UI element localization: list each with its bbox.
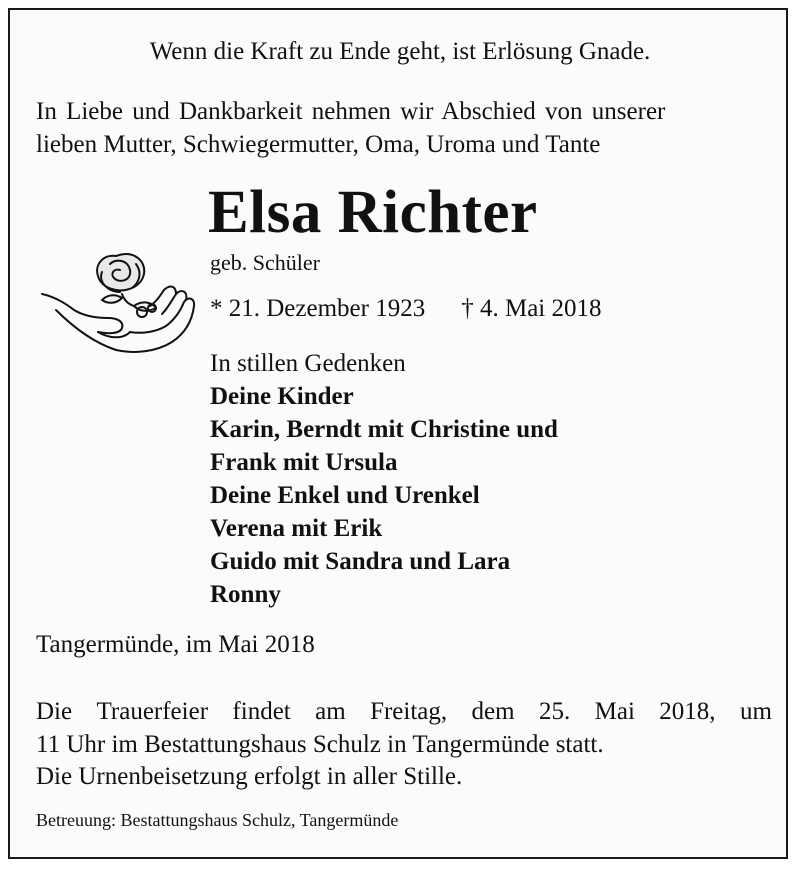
mourner-line: Deine Enkel und Urenkel: [210, 482, 480, 509]
mourner-line: Frank mit Ursula: [210, 449, 398, 476]
mourner-line: Verena mit Erik: [210, 515, 383, 542]
deceased-name: Elsa Richter: [208, 179, 538, 246]
intro-line-1: In Liebe und Dankbarkeit nehmen wir Abschied von unserer: [36, 98, 666, 125]
mourner-line: Deine Kinder: [210, 383, 354, 410]
service-word: Mai: [594, 698, 635, 725]
remembrance-line: In stillen Gedenken: [210, 350, 406, 377]
service-line-1: [36, 698, 772, 726]
service-line-2: 11 Uhr im Bestattungshaus Schulz in Tangermünde statt.: [36, 731, 604, 758]
service-word: dem: [471, 698, 515, 725]
mourner-line: Karin, Berndt mit Christine und: [210, 416, 558, 443]
mourner-line: Guido mit Sandra und Lara: [210, 548, 511, 575]
service-line-3: Die Urnenbeisetzung erfolgt in aller Stille.: [36, 763, 463, 790]
place-and-date: Tangermünde, im Mai 2018: [36, 631, 315, 658]
maiden-name: geb. Schüler: [210, 250, 320, 275]
service-word: Freitag,: [370, 698, 448, 725]
service-word: Trauerfeier: [96, 698, 209, 725]
service-word: findet: [232, 698, 291, 725]
intro-line-2: lieben Mutter, Schwiegermutter, Oma, Uroma und Tante: [36, 131, 601, 158]
obituary-notice: [8, 8, 788, 859]
funeral-home-credit: Betreuung: Bestattungshaus Schulz, Tangermünde: [36, 810, 399, 830]
service-word: 25.: [538, 698, 571, 725]
service-word: 2018,: [659, 698, 716, 725]
mourner-line: Ronny: [210, 581, 281, 608]
motto: Wenn die Kraft zu Ende geht, ist Erlösung Gnade.: [149, 38, 651, 65]
service-word: Die: [36, 698, 73, 725]
life-dates: [210, 295, 602, 323]
birth-date: * 21. Dezember 1923: [210, 295, 426, 322]
service-word: um: [739, 698, 772, 725]
rose-in-hands-icon: [38, 242, 198, 360]
death-date: † 4. Mai 2018: [461, 295, 602, 322]
service-word: am: [315, 698, 346, 725]
